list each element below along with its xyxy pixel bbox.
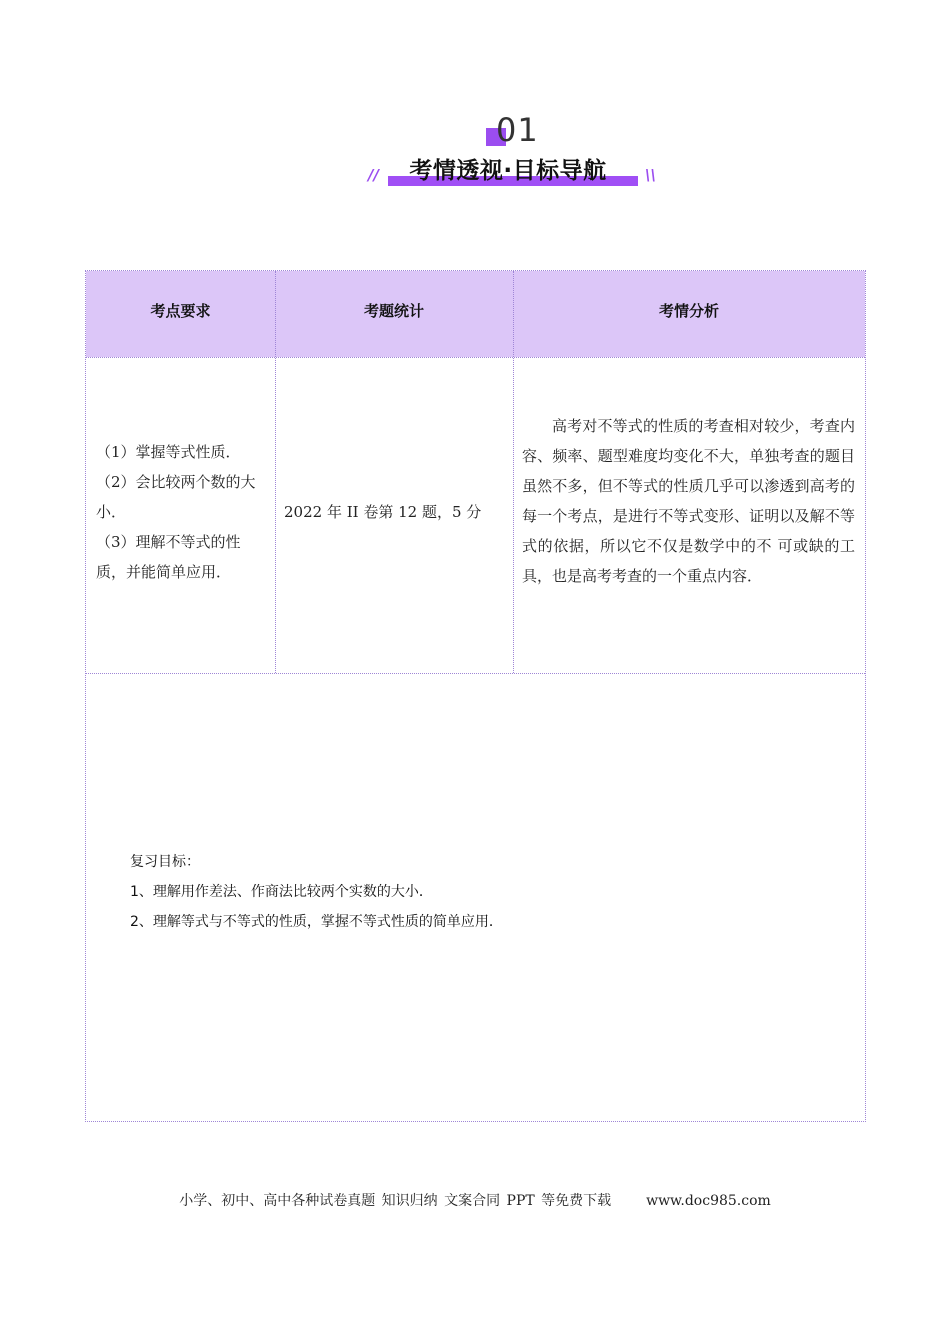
requirements-cell bbox=[96, 437, 268, 587]
header-requirements: 考点要求 bbox=[150, 302, 211, 320]
review-goals bbox=[130, 847, 503, 937]
requirement-item: （1）掌握等式性质． bbox=[96, 443, 241, 461]
left-slash-deco: // bbox=[368, 166, 379, 184]
section-number: 01 bbox=[496, 111, 539, 149]
goal-item: 2、理解等式与不等式的性质，掌握不等式性质的简单应用． bbox=[130, 914, 503, 930]
header-analysis: 考情分析 bbox=[658, 302, 719, 320]
header-divider bbox=[86, 357, 865, 358]
section-header bbox=[0, 110, 950, 200]
goal-item: 1、理解用作差法、作商法比较两个实数的大小． bbox=[130, 884, 433, 900]
footer-text: 小学、初中、高中各种试卷真题 知识归纳 文案合同 PPT 等免费下载 bbox=[179, 1193, 612, 1209]
page-footer bbox=[0, 1190, 950, 1210]
goals-heading: 复习目标： bbox=[130, 854, 200, 870]
header-statistics: 考题统计 bbox=[363, 302, 424, 320]
body-divider bbox=[86, 673, 865, 674]
requirement-item: （3）理解不等式的性质，并能简单应用． bbox=[96, 533, 241, 581]
footer-url[interactable]: www.doc985.com bbox=[646, 1193, 771, 1209]
section-title: 考情透视·目标导航 bbox=[409, 158, 607, 184]
right-slash-deco: \\ bbox=[645, 166, 656, 184]
analysis-cell: 高考对不等式的性质的考查相对较少，考查内容、频率、题型难度均变化不大，单独考查的题目虽然不多，但不等式的性质几乎可以渗透到高考的每一个考点，是进行不等式变形、证明以及解不等式的依据，所以它不仅是数学中的不 可或缺的工具，也是高考考查的一个重点内容． bbox=[522, 417, 855, 585]
exam-analysis-table bbox=[85, 270, 866, 1122]
requirement-item: （2）会比较两个数的大小． bbox=[96, 473, 256, 521]
statistics-cell: 2022 年 II 卷第 12 题，5 分 bbox=[284, 503, 482, 521]
